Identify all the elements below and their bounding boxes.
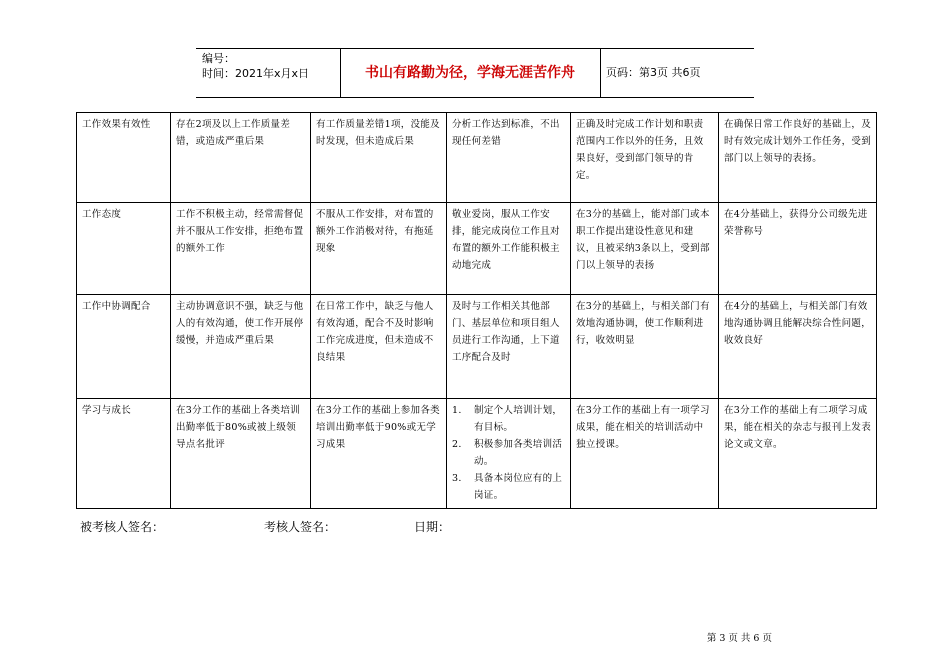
document-number-label: 编号： (202, 52, 235, 65)
table-cell-list (447, 399, 571, 509)
table-cell: 及时与工作相关其他部门、基层单位和项目组人员进行工作沟通，上下道工序配合及时 (447, 295, 571, 399)
table-cell: 工作不积极主动，经常需督促并不服从工作安排，拒绝布置的额外工作 (171, 203, 311, 295)
header-divider (340, 49, 341, 97)
page-footer: 第 3 页 共 6 页 (706, 633, 772, 644)
header-page-label: 页码：第3页 共6页 (606, 66, 701, 79)
assessee-signature-label: 被考核人签名： (80, 520, 165, 534)
table-cell: 正确及时完成工作计划和职责范围内工作以外的任务，且效果良好，受到部门领导的肯定。 (571, 113, 719, 203)
table-row (77, 399, 877, 509)
header-divider (600, 49, 601, 97)
header-left (202, 51, 340, 81)
table-cell: 在3分工作的基础上各类培训出勤率低于80%或被上级领导点名批评 (171, 399, 311, 509)
table-cell: 在3分工作的基础上有一项学习成果，能在相关的培训活动中独立授课。 (571, 399, 719, 509)
row-label: 工作中协调配合 (77, 295, 171, 399)
table-cell: 有工作质量差错1项，没能及时发现，但未造成后果 (311, 113, 447, 203)
document-time-label: 时间：2021年x月x日 (202, 67, 310, 80)
table-cell: 在日常工作中，缺乏与他人有效沟通，配合不及时影响工作完成进度，但未造成不良结果 (311, 295, 447, 399)
row-label: 工作效果有效性 (77, 113, 171, 203)
list-text: 积极参加各类培训活动。 (474, 439, 563, 467)
list-number: 1. (452, 405, 462, 416)
list-text: 制定个人培训计划，有目标。 (474, 405, 563, 433)
table-cell: 存在2项及以上工作质量差错，或造成严重后果 (171, 113, 311, 203)
list-number: 2. (452, 439, 462, 450)
table-cell: 在3分工作的基础上有二项学习成果，能在相关的杂志与报刊上发表论文或文章。 (719, 399, 877, 509)
table-cell: 在4分基础上，获得分公司级先进荣誉称号 (719, 203, 877, 295)
table-cell: 敬业爱岗，服从工作安排，能完成岗位工作且对布置的额外工作能积极主动地完成 (447, 203, 571, 295)
table-row (77, 203, 877, 295)
list-item (452, 470, 565, 504)
table-cell: 在3分的基础上，与相关部门有效地沟通协调，使工作顺利进行，收效明显 (571, 295, 719, 399)
list-item (452, 402, 565, 436)
header-motto: 书山有路勤为径，学海无涯苦作舟 (365, 65, 575, 81)
assessment-table (76, 112, 877, 509)
table-cell: 在4分的基础上，与相关部门有效地沟通协调且能解决综合性问题，收效良好 (719, 295, 877, 399)
row-label: 学习与成长 (77, 399, 171, 509)
table-cell: 不服从工作安排，对布置的额外工作消极对待，有拖延现象 (311, 203, 447, 295)
list-number: 3. (452, 473, 462, 484)
table-cell: 在3分工作的基础上参加各类培训出勤率低于90%或无学习成果 (311, 399, 447, 509)
assessor-signature-label: 考核人签名： (264, 520, 337, 534)
page-header (196, 48, 754, 98)
date-label: 日期： (414, 520, 451, 534)
requirement-list (452, 402, 565, 504)
table-cell: 在3分的基础上，能对部门或本职工作提出建设性意见和建议，且被采纳3条以上，受到部门以上领导的表扬 (571, 203, 719, 295)
table-row (77, 295, 877, 399)
row-label: 工作态度 (77, 203, 171, 295)
table-cell: 主动协调意识不强，缺乏与他人的有效沟通，使工作开展停缓慢，并造成严重后果 (171, 295, 311, 399)
table-cell: 在确保日常工作良好的基础上，及时有效完成计划外工作任务，受到部门以上领导的表扬。 (719, 113, 877, 203)
table-row (77, 113, 877, 203)
list-item (452, 436, 565, 470)
list-text: 具备本岗位应有的上岗证。 (474, 473, 563, 501)
table-cell: 分析工作达到标准，不出现任何差错 (447, 113, 571, 203)
